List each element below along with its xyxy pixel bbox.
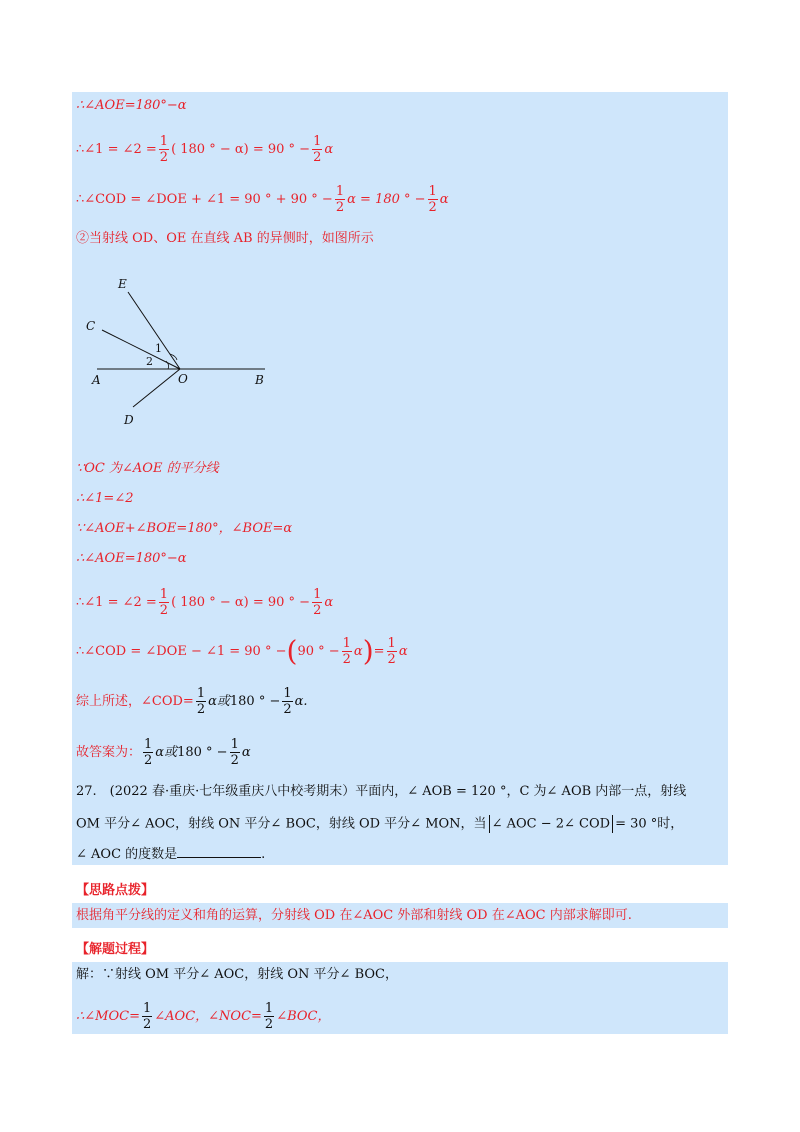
fraction-half: $\frac{1}{2}$ <box>264 1001 274 1032</box>
summary-line: 综上所述，∠COD= $\frac{1}{2}$ α或180 ° − $\frac{1}{2}$ α. <box>76 686 308 717</box>
label-two: 2 <box>146 355 153 368</box>
fraction-half: $\frac{1}{2}$ <box>313 587 322 618</box>
line-angle12-2: ∴∠1 = ∠2 = $\frac{1}{2}$ ( 180 ° − α) = 90 ° − $\frac{1}{2}$ α <box>76 587 334 618</box>
fraction-half: $\frac{1}{2}$ <box>159 134 169 165</box>
case-2-heading: ②当射线 OD、OE 在直线 AB 的异侧时，如图所示 <box>76 231 374 246</box>
label-e: E <box>118 277 127 291</box>
fraction-half: $\frac{1}{2}$ <box>335 184 345 215</box>
answer-blank <box>177 845 261 858</box>
angle-figure <box>80 272 280 432</box>
solution-line-1: 解：∵射线 OM 平分∠ AOC，射线 ON 平分∠ BOC， <box>76 967 398 982</box>
fraction-half: $\frac{1}{2}$ <box>142 1001 152 1032</box>
fraction-half: $\frac{1}{2}$ <box>144 737 153 768</box>
solution-line-2: ∴∠MOC= $\frac{1}{2}$ ∠AOC，∠NOC= $\frac{1}{2}$ ∠BOC， <box>76 1001 331 1032</box>
fraction-half: $\frac{1}{2}$ <box>283 686 292 717</box>
problem-27-line-3: ∠ AOC 的度数是 . <box>76 847 266 862</box>
problem-27-line-1: 27. (2022 春·重庆·七年级重庆八中校考期末）平面内，∠ AOB = 120 °，C 为∠ AOB 内部一点，射线 <box>76 784 687 799</box>
line-aoe-2: ∴∠AOE=180°−α <box>76 551 187 566</box>
line-because-sum: ∵∠AOE+∠BOE=180°，∠BOE=α <box>76 521 293 536</box>
line-cod-2: ∴∠COD = ∠DOE − ∠1 = 90 ° −(90 ° − $\frac{1}{2}$ α)= $\frac{1}{2}$ α <box>76 634 408 668</box>
answer-line: 故答案为： $\frac{1}{2}$ α或180 ° − $\frac{1}{2}$ α <box>76 737 251 768</box>
solution-header: 【解题过程】 <box>76 942 155 957</box>
fraction-half: $\frac{1}{2}$ <box>387 636 396 667</box>
fraction-half: $\frac{1}{2}$ <box>342 636 351 667</box>
problem-27-line-2: OM 平分∠ AOC，射线 ON 平分∠ BOC，射线 OD 平分∠ MON，当 ∠ AOC − 2∠ COD = 30 °时， <box>76 816 684 832</box>
hint-header: 【思路点拨】 <box>76 883 155 898</box>
line-angle12-1: ∴∠1 = ∠2 = $\frac{1}{2}$ ( 180 ° − α) = 90 ° − $\frac{1}{2}$ α <box>76 134 334 165</box>
ray-oe <box>128 292 180 369</box>
fraction-half: $\frac{1}{2}$ <box>428 184 437 215</box>
fraction-half: $\frac{1}{2}$ <box>313 134 322 165</box>
label-d: D <box>124 413 134 427</box>
fraction-half: $\frac{1}{2}$ <box>159 587 169 618</box>
line-because-oc: ∵OC 为∠AOE 的平分线 <box>76 461 219 476</box>
label-o: O <box>178 372 188 386</box>
label-one: 1 <box>155 342 162 355</box>
label-a: A <box>92 373 101 387</box>
hint-text: 根据角平分线的定义和角的运算，分射线 OD 在∠AOC 外部和射线 OD 在∠AOC 内部求解即可. <box>76 908 632 923</box>
ray-od <box>133 369 180 407</box>
line-angle-equal: ∴∠1=∠2 <box>76 491 134 506</box>
fraction-half: $\frac{1}{2}$ <box>230 737 239 768</box>
ray-oc <box>102 330 180 369</box>
label-b: B <box>255 373 264 387</box>
label-c: C <box>86 319 96 333</box>
fraction-half: $\frac{1}{2}$ <box>196 686 206 717</box>
line-cod-1: ∴∠COD = ∠DOE + ∠1 = 90 ° + 90 ° − $\frac{1}{2}$ α = 180 ° − $\frac{1}{2}$ α <box>76 184 449 215</box>
line-aoe-1: ∴∠AOE=180°−α <box>76 98 187 113</box>
